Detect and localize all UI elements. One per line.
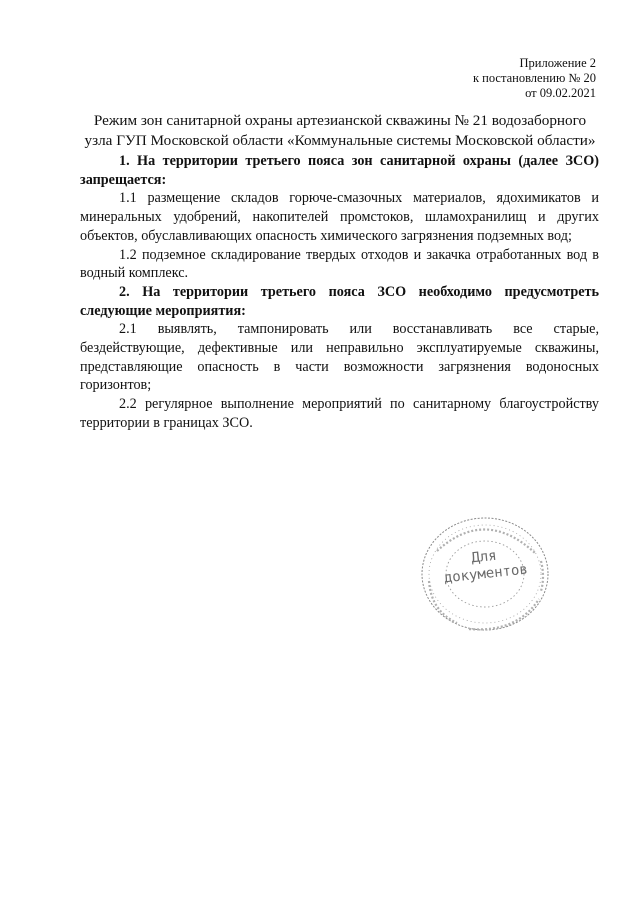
section-1-item-1: 1.1 размещение складов горюче-смазочных материалов, ядохимикатов и минеральных удобрений, накопителей промстоков, шламохранилищ и других объектов, обуславливающих опасность химического загрязнения подземных вод; (80, 190, 599, 244)
appendix-date: от 09.02.2021 (525, 86, 596, 100)
section-1-heading: 1. На территории третьего пояса зон санитарной охраны (далее ЗСО) запрещается: (80, 153, 599, 188)
stamp-label-line-2: документов (443, 561, 529, 587)
stamp-label-line-1: Для (470, 547, 498, 567)
section-2-item-1: 2.1 выявлять, тампонировать или восстанавливать все старые, бездействующие, дефективные или неправильно эксплуатируемые скважины, представляющие опасность в части возможности загрязнения водоносных горизонтов; (80, 321, 599, 394)
section-2-heading: 2. На территории третьего пояса ЗСО необходимо предусмотреть следующие мероприятия: (80, 283, 599, 319)
appendix-block (473, 56, 596, 101)
section-1-item-2: 1.2 подземное складирование твердых отходов и закачка отработанных вод в водный комплекс. (80, 246, 599, 282)
section-2-item-2: 2.2 регулярное выполнение мероприятий по санитарному благоустройству территории в границах ЗСО. (80, 396, 599, 431)
document-body (80, 152, 599, 433)
appendix-number: Приложение 2 (519, 56, 596, 70)
appendix-resolution: к постановлению № 20 (472, 71, 596, 85)
title-line-2: узла ГУП Московской области «Коммунальные системы Московской области» (84, 131, 596, 149)
document-stamp (417, 511, 553, 637)
document-title (70, 111, 610, 150)
title-line-1: Режим зон санитарной охраны артезианской скважины № 21 водозаборного (93, 112, 587, 129)
